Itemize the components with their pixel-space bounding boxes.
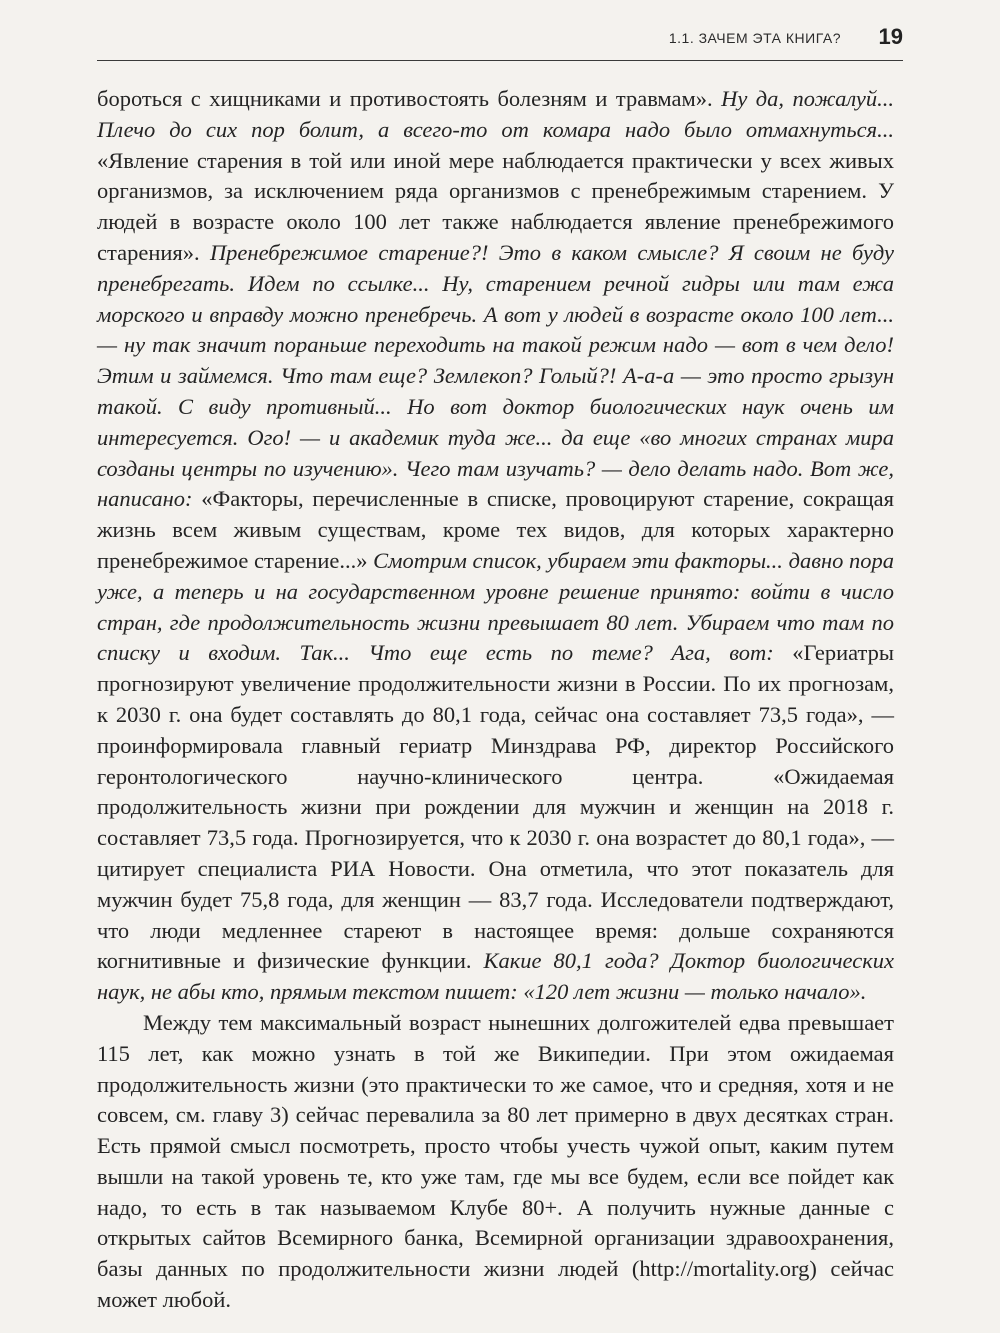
italic-text-run: Пренебрежимое старение?! Это в каком смысле? Я своим не буду пренебрегать. Идем по ссылке... Ну, старением речной гидры или там ежа морского и вправду можно пренебречь. А вот у людей в возрасте около 100 лет... — ну так значит пораньше переходить на такой режим надо — вот в чем дело! Этим и займемся. Что там еще? Землекоп? Голый?! А-а-а — это просто грызун такой. С виду противный... Но вот доктор биологических наук очень им интересуется. Ого! — и академик туда же... да еще «во многих странах мира созданы центры по изучению». Чего там изучать? — дело делать надо. Вот же, написано:: [97, 239, 894, 512]
text-run: бороться с хищниками и противостоять болезням и травмам».: [97, 86, 722, 111]
text-run: «Явление старения в той или иной мере наблюдается практически у всех живых организмов, за исключением ряда организмов с пренебрежимым старением. У людей в возрасте около 100 лет также наблюдается явление пренебрежимого старения».: [97, 147, 894, 265]
text-run: «Гериатры прогнозируют увеличение продолжительности жизни в России. По их прогнозам, к 2030 г. она будет составлять до 80,1 года, сейчас она составляет 73,5 года», — проинформировала главный гериатр Минздрава РФ, директор Российского геронтологического научно-клинического центра. «Ожидаемая продолжительность жизни при рождении для мужчин и женщин на 2018 г. составляет 73,5 года. Прогнозируется, что к 2030 г. она возрастет до 80,1 года», — цитирует специалиста РИА Новости. Она отметила, что этот показатель для мужчин будет 75,8 года, для женщин — 83,7 года. Исследователи подтверждают, что люди медленнее стареют в настоящее время: дольше сохраняются когнитивные и физические функции.: [97, 640, 894, 974]
page-number: 19: [878, 24, 903, 49]
italic-text-run: Ну да, пожалуй... Плечо до сих пор болит, а всего-то от комара надо было отмахнуться...: [97, 86, 894, 142]
text-run: Между тем максимальный возраст нынешних долгожителей едва превышает 115 лет, как можно узнать в той же Википедии. При этом ожидаемая продолжительность жизни (это практически то же самое, что и средняя, хотя и не совсем, см. главу 3) сейчас перевалила за 80 лет примерно в двух десятках стран. Есть прямой смысл посмотреть, просто чтобы учесть чужой опыт, каким путем вышли на такой уровень те, кто уже там, где мы все будем, если все пойдет как надо, то есть в так называемом Клубе 80+. А получить нужные данные с открытых сайтов Всемирного банка, Всемирной организации здравоохранения, базы данных по продолжительности жизни людей (http://mortality.org) сейчас может любой.: [97, 1009, 894, 1313]
running-head: [97, 24, 903, 61]
text-body: [97, 84, 894, 1316]
italic-text-run: Какие 80,1 года? Доктор биологических наук, не абы кто, прямым текстом пишет: «120 лет жизни — только начало».: [97, 948, 894, 1005]
paragraph: [97, 84, 894, 1008]
italic-text-run: Смотрим список, убираем эти факторы... давно пора уже, а теперь и на государственном уровне решение принято: войти в число стран, где продолжительность жизни превышает 80 лет. Убираем что там по списку и входим. Так... Что еще есть по теме? Ага, вот:: [97, 547, 895, 666]
text-run: «Факторы, перечисленные в списке, провоцируют старение, сокращая жизнь всем живым существам, кроме тех видов, для которых характерно пренебрежимое старение...»: [97, 486, 894, 573]
paragraph: [97, 1008, 894, 1316]
section-title: 1.1. ЗАЧЕМ ЭТА КНИГА?: [668, 30, 841, 46]
